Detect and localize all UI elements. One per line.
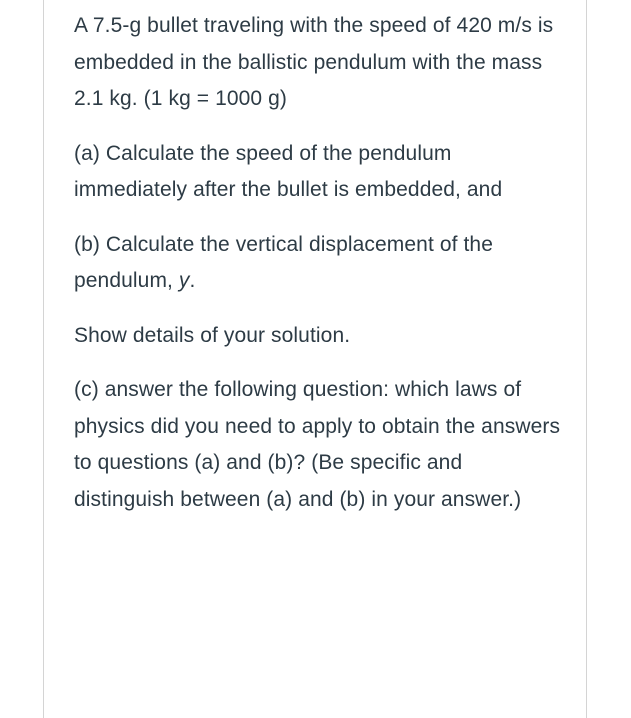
- part-b-text: (b) Calculate the vertical displacement of the pendulum,: [74, 232, 493, 292]
- part-b-period: .: [189, 269, 196, 292]
- part-b-variable: y: [178, 269, 190, 292]
- question-body: [74, 8, 564, 536]
- show-details-instruction: Show details of your solution.: [74, 323, 351, 347]
- question-part-b: [74, 227, 564, 300]
- question-intro: A 7.5-g bullet traveling with the speed of 420 m/s is embedded in the ballistic pendulum with the mass 2.1 kg. (1 kg = 1000 g): [74, 14, 554, 110]
- question-part-a: (a) Calculate the speed of the pendulum immediately after the bullet is embedded, and: [74, 141, 503, 201]
- question-part-c: (c) answer the following question: which laws of physics did you need to apply to obtain the answers to questions (a) and (b)? (Be specific and distinguish between (a) and (b) in your answer.): [74, 378, 561, 511]
